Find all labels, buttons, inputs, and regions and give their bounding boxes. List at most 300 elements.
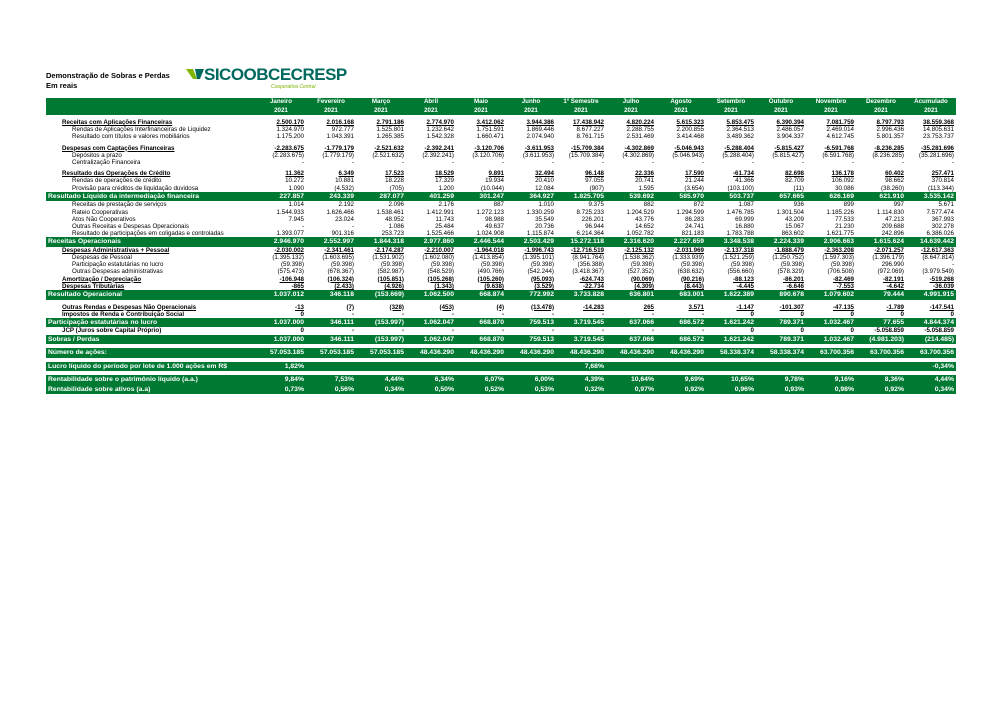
value-cell: 4,44% [356, 375, 406, 385]
income-statement-table [46, 98, 956, 394]
value-cell: 2.906.663 [806, 237, 856, 247]
value-cell: 2.446.544 [456, 237, 506, 247]
value-cell: - [551, 327, 554, 335]
value-cell: 77.533 [835, 215, 854, 223]
value-cell: 58.338.374 [756, 348, 806, 358]
value-cell: 1.200 [438, 184, 454, 192]
value-cell: -2.031.969 [674, 246, 704, 254]
value-cell: 890.678 [756, 290, 806, 300]
value-cell: -12.617.363 [920, 246, 954, 254]
value-cell: 14.805.631 [923, 126, 954, 134]
value-cell: 1.115.874 [526, 230, 554, 238]
column-header: 2021 [306, 107, 356, 116]
column-header: 2021 [706, 107, 756, 116]
table-row [46, 335, 956, 345]
column-header: Novembro [806, 98, 856, 107]
value-cell: -5.815.427 [774, 144, 804, 152]
value-cell: 0,73% [256, 385, 306, 395]
value-cell: -1.789 [886, 303, 904, 311]
value-cell: 35.549 [535, 215, 554, 223]
value-cell: 1.052.782 [626, 230, 654, 238]
table-row [46, 318, 956, 328]
value-cell: -2.071.257 [874, 246, 904, 254]
value-cell: (15.709.384) [568, 151, 604, 159]
value-cell: 1.783.788 [726, 230, 754, 238]
value-cell: -82.469 [833, 275, 854, 283]
value-cell: (1.395.132) [272, 254, 304, 262]
value-cell: 48.436.290 [506, 348, 556, 358]
value-cell: (4.532) [334, 184, 354, 192]
value-cell: 18.228 [385, 177, 404, 185]
value-cell: 539.692 [606, 192, 656, 202]
value-cell: 1.037.012 [256, 290, 306, 300]
value-cell: 20.410 [535, 177, 554, 185]
value-cell: 0 [800, 310, 804, 318]
row-label: Sobras / Perdas [46, 335, 256, 345]
value-cell: 302.278 [931, 222, 954, 230]
value-cell: - [501, 159, 504, 167]
value-cell: 2.364.513 [726, 126, 754, 134]
value-cell [406, 362, 456, 372]
value-cell: 17.438.942 [573, 119, 604, 126]
value-cell: 626.169 [806, 192, 856, 202]
value-cell: - [401, 310, 404, 318]
value-cell: -2.521.632 [374, 144, 404, 152]
value-cell: (95.093) [530, 275, 554, 283]
value-cell: 2.074.940 [526, 133, 554, 141]
column-header: 2021 [606, 107, 656, 116]
value-cell: (1.413.854) [472, 254, 504, 262]
value-cell: -2.283.675 [274, 144, 304, 152]
value-cell: 1.024.908 [476, 230, 504, 238]
value-cell: (105.268) [427, 275, 454, 283]
value-cell: -2.125.132 [624, 246, 654, 254]
table-row [46, 283, 956, 290]
row-label: Resultado Líquido da intermediação financeira [46, 192, 256, 202]
value-cell: - [351, 310, 354, 318]
value-cell: (3.120.706) [472, 151, 504, 159]
table-row [46, 247, 956, 254]
value-cell: -101.307 [779, 303, 804, 311]
value-cell: 1.032.467 [806, 335, 856, 345]
value-cell: 7.945 [288, 215, 304, 223]
value-cell: (527.352) [627, 268, 654, 276]
sicoob-logo [186, 65, 366, 91]
value-cell: 1.087 [738, 201, 754, 209]
value-cell: - [351, 159, 354, 167]
value-cell: 1.037.000 [256, 335, 306, 345]
value-cell: -624.743 [579, 275, 604, 283]
value-cell: 1.301.504 [776, 208, 804, 216]
value-cell: 6,07% [456, 375, 506, 385]
value-cell: 1.324.970 [276, 126, 304, 134]
value-cell: 503.737 [706, 192, 756, 202]
value-cell: -1.996.743 [524, 246, 554, 254]
value-cell: 367.993 [931, 215, 954, 223]
value-cell: 759.513 [506, 335, 556, 345]
header-row [46, 98, 956, 107]
value-cell: 43.209 [785, 215, 804, 223]
value-cell [756, 362, 806, 372]
value-cell: -106.948 [279, 275, 304, 283]
value-cell: 1.294.599 [676, 208, 704, 216]
value-cell: 1.751.591 [476, 126, 504, 134]
value-cell: 2.469.014 [826, 126, 854, 134]
value-cell: 0,92% [856, 385, 906, 395]
value-cell: 821.183 [681, 230, 704, 238]
value-cell: 364.927 [506, 192, 556, 202]
value-cell: 57.053.185 [356, 348, 406, 358]
value-cell: 4.612.745 [826, 133, 854, 141]
value-cell: 10,65% [706, 375, 756, 385]
value-cell: - [451, 327, 454, 335]
column-header: 2021 [906, 107, 956, 116]
table-row [46, 126, 956, 133]
value-cell: (1.395.101) [522, 254, 554, 262]
value-cell: -88.123 [733, 275, 754, 283]
value-cell: -0,34% [906, 362, 956, 372]
value-cell: 668.870 [456, 318, 506, 328]
value-cell: 86.283 [685, 215, 704, 223]
value-cell: 901.316 [331, 230, 354, 238]
value-cell: 8.677.227 [576, 126, 604, 134]
value-cell: 2.977.860 [406, 237, 456, 247]
value-cell: (59.398) [730, 261, 754, 269]
value-cell: 48.436.290 [456, 348, 506, 358]
table-row [46, 375, 956, 385]
value-cell: 1.079.602 [806, 290, 856, 300]
value-cell: (214.485) [906, 335, 956, 345]
value-cell: 9,69% [656, 375, 706, 385]
value-cell: - [701, 327, 704, 335]
value-cell: -2.210.007 [424, 246, 454, 254]
column-header: Junho [506, 98, 556, 107]
value-cell: (2.433) [334, 282, 354, 290]
value-cell: 2.774.970 [426, 119, 454, 126]
value-cell: 3.904.337 [776, 133, 804, 141]
value-cell: 657.665 [756, 192, 806, 202]
value-cell: 48.436.290 [656, 348, 706, 358]
logo-text: SICOOBCECRESP [204, 65, 347, 84]
value-cell: (907) [589, 184, 604, 192]
row-label: Resultado de participações em coligadas e controladas [72, 230, 224, 238]
value-cell: 346.118 [306, 290, 356, 300]
value-cell: 10.272 [285, 177, 304, 185]
value-cell: 997 [893, 201, 904, 209]
value-cell: 0,98% [806, 385, 856, 395]
value-cell: 0,34% [906, 385, 956, 395]
row-label: Despesas de Pessoal [72, 254, 132, 262]
value-cell: 5.671 [938, 201, 954, 209]
value-cell: - [451, 310, 454, 318]
value-cell: - [701, 310, 704, 318]
table-row [46, 145, 956, 152]
value-cell: 4.991.915 [906, 290, 956, 300]
value-cell: (103.100) [727, 184, 754, 192]
value-cell: (59.398) [780, 261, 804, 269]
value-cell: 7,68% [556, 362, 606, 372]
value-cell: 19.934 [485, 177, 504, 185]
value-cell: 17.590 [685, 170, 704, 178]
value-cell: 265 [643, 303, 654, 311]
value-cell: (106.324) [327, 275, 354, 283]
value-cell: 2.016.168 [326, 119, 354, 126]
value-cell: -6.591.768 [824, 144, 854, 152]
value-cell: -2.137.318 [724, 246, 754, 254]
value-cell: 2.288.755 [626, 126, 654, 134]
value-cell: 24.741 [685, 222, 704, 230]
column-header: Agosto [656, 98, 706, 107]
value-cell: 227.857 [256, 192, 306, 202]
value-cell: 2.500.170 [276, 119, 304, 126]
value-cell: (356.388) [577, 261, 604, 269]
value-cell [706, 362, 756, 372]
value-cell: 8.797.793 [876, 119, 904, 126]
value-cell: 1.542.328 [426, 133, 454, 141]
value-cell: (972.069) [877, 268, 904, 276]
value-cell: 48.436.290 [406, 348, 456, 358]
value-cell: (4) [496, 303, 504, 311]
header-row [46, 107, 956, 116]
value-cell: 98.662 [885, 177, 904, 185]
row-label: Outras Receitas e Despesas Operacionais [72, 222, 189, 230]
value-cell: -61.734 [733, 170, 754, 178]
value-cell: 1.185.226 [826, 208, 854, 216]
value-cell: 637.066 [606, 335, 656, 345]
value-cell: 5.801.357 [876, 133, 904, 141]
value-cell: (4.926) [384, 282, 404, 290]
value-cell: - [401, 159, 404, 167]
value-cell: 3.571 [688, 303, 704, 311]
value-cell: 3.733.828 [556, 290, 606, 300]
value-cell: 3.719.545 [556, 335, 606, 345]
value-cell: 1.175.200 [276, 133, 304, 141]
value-cell: 6,00% [506, 375, 556, 385]
value-cell: -86.201 [783, 275, 804, 283]
value-cell: 0,34% [356, 385, 406, 395]
value-cell: (638.632) [677, 268, 704, 276]
column-header: Janeiro [256, 98, 306, 107]
value-cell: 0 [750, 327, 754, 335]
value-cell: 2.503.429 [506, 237, 556, 247]
value-cell [306, 362, 356, 372]
value-cell: -1.964.018 [474, 246, 504, 254]
table-row [46, 348, 956, 358]
value-cell: 20.736 [535, 222, 554, 230]
header-blank [46, 107, 256, 116]
value-cell: 136.178 [831, 170, 854, 178]
value-cell: (4.981.203) [856, 335, 906, 345]
value-cell: (3.654) [684, 184, 704, 192]
value-cell: 17.329 [435, 177, 454, 185]
value-cell: (542.244) [527, 268, 554, 276]
table-row [46, 276, 956, 283]
value-cell: 209.688 [881, 222, 904, 230]
value-cell: 0,32% [556, 385, 606, 395]
value-cell: - [551, 159, 554, 167]
value-cell: (9.638) [484, 282, 504, 290]
value-cell: 1.272.123 [476, 208, 504, 216]
value-cell: 1.043.391 [326, 133, 354, 141]
value-cell: 96.148 [585, 170, 604, 178]
table-row [46, 327, 956, 334]
value-cell: 5.615.323 [676, 119, 704, 126]
value-cell: 15.272.118 [556, 237, 606, 247]
value-cell: 7,53% [306, 375, 356, 385]
value-cell: 0,96% [706, 385, 756, 395]
value-cell [506, 362, 556, 372]
value-cell: 48.952 [385, 215, 404, 223]
value-cell: 257.471 [931, 170, 954, 178]
value-cell: (4.309) [634, 282, 654, 290]
value-cell: (1.521.259) [722, 254, 754, 262]
value-cell: (59.398) [830, 261, 854, 269]
value-cell: 3.414.468 [676, 133, 704, 141]
value-cell: (153.997) [356, 318, 406, 328]
value-cell: 2.996.436 [876, 126, 904, 134]
value-cell: 7.081.759 [826, 119, 854, 126]
table-row [46, 209, 956, 216]
value-cell: 69.999 [735, 215, 754, 223]
row-label: Participação estatutárias no lucro [72, 261, 164, 269]
value-cell: 296.990 [881, 261, 904, 269]
value-cell: 8.725.233 [576, 208, 604, 216]
value-cell: -1.888.479 [774, 246, 804, 254]
value-cell: 14.652 [635, 222, 654, 230]
value-cell: 686.572 [656, 335, 706, 345]
value-cell: 1.621.242 [706, 318, 756, 328]
value-cell: 11.743 [435, 215, 454, 223]
table-row [46, 185, 956, 192]
value-cell: (2.283.675) [272, 151, 304, 159]
value-cell: 0 [800, 327, 804, 335]
value-cell: -4.642 [886, 282, 904, 290]
value-cell: 4.820.224 [626, 119, 654, 126]
value-cell: 32.494 [535, 170, 554, 178]
table-row [46, 230, 956, 237]
value-cell: -7.553 [836, 282, 854, 290]
value-cell: 1.621.242 [706, 335, 756, 345]
value-cell: - [651, 327, 654, 335]
value-cell: (5.288.404) [722, 151, 754, 159]
row-label: Impostos de Renda e Contribuição Social [62, 310, 185, 318]
column-header: Fevereiro [306, 98, 356, 107]
value-cell: 41.366 [735, 177, 754, 185]
value-cell: (59.398) [280, 261, 304, 269]
value-cell: (38.260) [880, 184, 904, 192]
value-cell: 96.944 [585, 222, 604, 230]
row-label: Receitas com Aplicações Financeiras [62, 119, 173, 126]
value-cell: - [601, 327, 604, 335]
table-row [46, 152, 956, 159]
value-cell: 9.375 [588, 201, 604, 209]
value-cell: 585.970 [656, 192, 706, 202]
column-header: 2021 [256, 107, 306, 116]
value-cell: (578.329) [777, 268, 804, 276]
value-cell: -2.392.241 [424, 144, 454, 152]
value-cell: 49.637 [485, 222, 504, 230]
value-cell: 18.529 [435, 170, 454, 178]
value-cell: -47.135 [833, 303, 854, 311]
value-cell: 48.436.290 [556, 348, 606, 358]
value-cell: - [601, 159, 604, 167]
value-cell: 2.316.620 [606, 237, 656, 247]
row-label: Amortização / Depreciação [62, 275, 142, 283]
value-cell: (90.069) [630, 275, 654, 283]
row-label: Lucro líquido do período por lote de 1.000 ações em R$ [46, 362, 256, 372]
value-cell: 4,39% [556, 375, 606, 385]
value-cell: 9,16% [806, 375, 856, 385]
value-cell: -35.281.696 [920, 144, 954, 152]
value-cell: 4.844.374 [906, 318, 956, 328]
row-label: Despesas Administrativas + Pessoal [62, 246, 170, 254]
value-cell: 287.077 [356, 192, 406, 202]
value-cell: 17.523 [385, 170, 404, 178]
value-cell: - [551, 310, 554, 318]
value-cell: -36.039 [933, 282, 954, 290]
value-cell: (1.333.939) [672, 254, 704, 262]
row-label: Despesas Tributárias [62, 282, 125, 290]
value-cell [656, 362, 706, 372]
column-header: 2021 [406, 107, 456, 116]
value-cell: - [651, 310, 654, 318]
header-blank [46, 98, 256, 107]
value-cell: -8.236.285 [874, 144, 904, 152]
value-cell: 21.244 [685, 177, 704, 185]
value-cell: 2.791.186 [376, 119, 404, 126]
logo-subtext: Cooperativa Central [271, 84, 316, 90]
row-label: Resultado das Operações de Crédito [62, 170, 171, 178]
value-cell: 637.066 [606, 318, 656, 328]
value-cell: 58.338.374 [706, 348, 756, 358]
value-cell: 2.486.057 [776, 126, 804, 134]
value-cell [856, 362, 906, 372]
value-cell: 1.090 [288, 184, 304, 192]
value-cell: 0 [900, 310, 904, 318]
value-cell: (5.046.943) [672, 151, 704, 159]
value-cell: 863.602 [781, 230, 804, 238]
value-cell: (3.611.953) [522, 151, 554, 159]
value-cell: 21.230 [835, 222, 854, 230]
value-cell: (705) [389, 184, 404, 192]
value-cell: 48.436.290 [606, 348, 656, 358]
row-label: Receitas Operacionais [46, 237, 256, 247]
value-cell: 1.062.047 [406, 318, 456, 328]
value-cell: (556.660) [727, 268, 754, 276]
value-cell: 226.201 [581, 215, 604, 223]
value-cell: 38.559.368 [923, 119, 954, 126]
value-cell: 1.660.471 [476, 133, 504, 141]
value-cell: 346.111 [306, 335, 356, 345]
value-cell: 683.001 [656, 290, 706, 300]
value-cell: 3.348.538 [706, 237, 756, 247]
row-label: Número de ações: [46, 348, 256, 358]
value-cell: - [951, 159, 954, 167]
value-cell: -12.716.519 [570, 246, 604, 254]
value-cell: (4.302.869) [622, 151, 654, 159]
value-cell: 1.265.385 [376, 133, 404, 141]
value-cell: 3.535.142 [906, 192, 956, 202]
value-cell: (59.398) [630, 261, 654, 269]
column-header: 1º Semestre [556, 98, 606, 107]
value-cell: 77.655 [856, 318, 906, 328]
value-cell: 2.552.997 [306, 237, 356, 247]
value-cell: 0,52% [456, 385, 506, 395]
value-cell: 0 [300, 310, 304, 318]
value-cell: 1.538.461 [376, 208, 404, 216]
value-cell: 9,84% [256, 375, 306, 385]
value-cell: 1.330.259 [526, 208, 554, 216]
